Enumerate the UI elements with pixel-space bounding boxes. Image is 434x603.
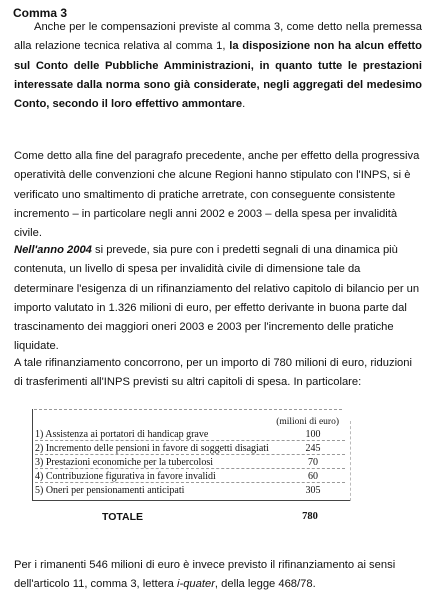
row-value: 305	[305, 485, 321, 496]
row-divider	[35, 482, 345, 483]
row-label: 3) Prestazioni economiche per la tubercolosi	[35, 457, 213, 468]
table-row	[35, 485, 345, 497]
row-label: 1) Assistenza ai portatori di handicap grave	[35, 429, 209, 440]
paragraph-rimanenti	[14, 556, 422, 595]
table-unit-label: (milioni di euro)	[276, 417, 339, 427]
paragraph-end: .	[242, 98, 246, 111]
total-value: 780	[302, 511, 318, 522]
paragraph-text: Per i rimanenti 546 milioni di euro è invece previsto il rifinanziamento ai sensi dell'articolo 11, comma 3, lettera	[14, 559, 396, 591]
row-value: 70	[308, 457, 318, 468]
paragraph-anno-2004	[14, 241, 422, 357]
row-label: 2) Incremento delle pensioni in favore di soggetti disagiati	[35, 443, 269, 454]
table-top-border	[34, 409, 342, 410]
table-right-border	[350, 421, 351, 501]
row-label: 5) Oneri per pensionamenti anticipati	[35, 485, 185, 496]
paragraph-italic-text: i-quater	[176, 578, 215, 591]
row-value: 100	[305, 429, 321, 440]
paragraph-bold-text: la disposizione non ha alcun effetto sul Conto delle Pubbliche Amministrazioni, in quanto tutte le prestazioni interessate dalla norma sono già considerate, negli aggregati del medesimo Conto, secondo il loro effettivo ammontare	[14, 40, 422, 111]
section-heading: Comma 3	[13, 6, 68, 20]
paragraph-text: Anche per le compensazioni previste al comma 3, come detto nella premessa alla relazione tecnica relativa al comma 1,	[14, 21, 422, 53]
table-row	[35, 443, 345, 455]
paragraph-lead: Nell'anno 2004	[14, 244, 92, 256]
row-divider	[35, 440, 345, 441]
funding-table	[32, 407, 347, 535]
row-label: 4) Contribuzione figurativa in favore invalidi	[35, 471, 216, 482]
table-divider	[32, 500, 350, 501]
table-row	[35, 457, 345, 469]
table-row	[35, 429, 345, 441]
row-value: 245	[305, 443, 321, 454]
paragraph-end: , della legge 468/78.	[214, 578, 316, 591]
total-label: TOTALE	[102, 511, 144, 523]
paragraph-convenzioni: Come detto alla fine del paragrafo precedente, anche per effetto della progressiva operatività delle convenzioni che alcune Regioni hanno stipulato con l'INPS, si è verificato uno smaltimento di pratiche arretrate, con conseguente consistente incremento – in particolare negli anni 2002 e 2003 – della spesa per invalidità civile.	[14, 150, 420, 240]
row-divider	[35, 468, 345, 469]
row-divider	[35, 454, 345, 455]
table-total-row	[32, 509, 342, 525]
row-value: 60	[308, 471, 318, 482]
paragraph-rifinanziamento: A tale rifinanziamento concorrono, per un importo di 780 milioni di euro, riduzioni di trasferimenti all'INPS previsti su altri capitoli di spesa. In particolare:	[14, 357, 412, 389]
paragraph-premessa	[14, 18, 422, 114]
table-left-border	[32, 409, 33, 500]
paragraph-text: si prevede, sia pure con i predetti segnali di una dinamica più contenuta, un livello di spesa per invalidità civile di dimensione tale da determinare l'esigenza di un rifinanziamento del relativo capitolo di bilancio per un importo valutato in 1.326 milioni di euro, per effetto derivante in buona parte dal trascinamento dei maggiori oneri 2003 e 2003 per l'incremento delle pratiche liquidate.	[14, 244, 420, 353]
table-row	[35, 471, 345, 483]
